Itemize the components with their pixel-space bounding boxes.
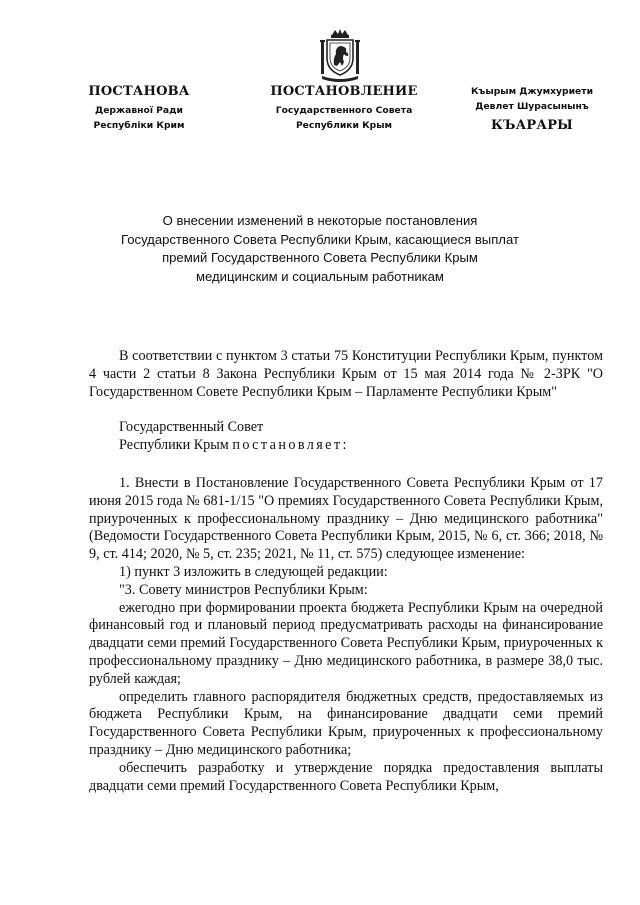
paragraph-6: обеспечить разработку и утверждение порядка предоставления выплаты двадцати семи премий Государственного Совета Республики Крым,	[89, 759, 603, 794]
paragraph-5: определить главного распорядителя бюджетных средств, предоставляемых из бюджета Республики Крым, на финансирование двадцати семи премий Государственного Совета Республики Крым, приуроченных к профессиональному празднику – Дню медицинского работника;	[89, 688, 603, 758]
header-crimean-tatar	[462, 84, 602, 133]
header-center-title: ПОСТАНОВЛЕНИЕ	[270, 84, 418, 99]
document-subject	[116, 212, 524, 286]
subject-line: О внесении изменений в некоторые постановления	[162, 213, 478, 228]
council-decree-line	[89, 437, 603, 455]
header-ukrainian	[78, 84, 200, 133]
paragraph-2: 1) пункт 3 изложить в следующей редакции:	[119, 563, 388, 580]
coat-of-arms-icon	[318, 28, 362, 82]
header-left-line2: Республіки Крим	[93, 120, 185, 131]
paragraph-3: "3. Совету министров Республики Крым:	[119, 581, 368, 598]
header-russian	[258, 84, 430, 133]
header-left-line1: Державної Ради	[95, 105, 183, 116]
paragraph-4: ежегодно при формировании проекта бюджета Республики Крым на очередной финансовый год и плановый период предусматривать расходы на финансирование двадцати семи премий Государственного Совета Республики Крым, приуроченных к профессиональному празднику – Дню медицинского работника, в размере 38,0 тыс. рублей каждая;	[89, 599, 603, 687]
subject-line: Государственного Совета Республики Крым, касающиеся выплат	[121, 231, 519, 247]
header-left-title: ПОСТАНОВА	[88, 84, 190, 99]
subject-line: премий Государственного Совета Республики Крым	[162, 250, 478, 265]
header-center-line2: Республики Крым	[295, 120, 393, 131]
council-decree-prefix: Республики Крым	[119, 437, 233, 454]
council-line: Государственный Совет	[119, 419, 264, 436]
subject-line: медицинским и социальным работникам	[196, 268, 444, 284]
paragraph-1: 1. Внести в Постановление Государственного Совета Республики Крым от 17 июня 2015 года № 681-1/15 "О премиях Государственного Совета Республики Крым, приуроченных к профессиональному празднику – Дню медицинского работника" (Ведомости Государственного Совета Республики Крым, 2015, № 6, ст. 366; 2018, № 9, ст. 414; 2020, № 5, ст. 235; 2021, № 11, ст. 575) следующее изменение:	[89, 474, 603, 563]
council-decree-verb: постановляет:	[232, 437, 349, 454]
document-body	[89, 348, 603, 795]
header-right-title: КЪАРАРЫ	[490, 118, 573, 133]
header-center-line1: Государственного Совета	[275, 105, 413, 116]
header-right-line2: Девлет Шурасынынъ	[475, 101, 589, 112]
preamble-paragraph: В соответствии с пунктом 3 статьи 75 Конституции Республики Крым, пунктом 4 части 2 статьи 8 Закона Республики Крым от 15 мая 2014 года № 2-ЗРК "О Государственном Совете Республики Крым – Парламенте Республики Крым"	[89, 348, 603, 400]
header-right-line1: Къырым Джумхуриети	[470, 86, 594, 97]
